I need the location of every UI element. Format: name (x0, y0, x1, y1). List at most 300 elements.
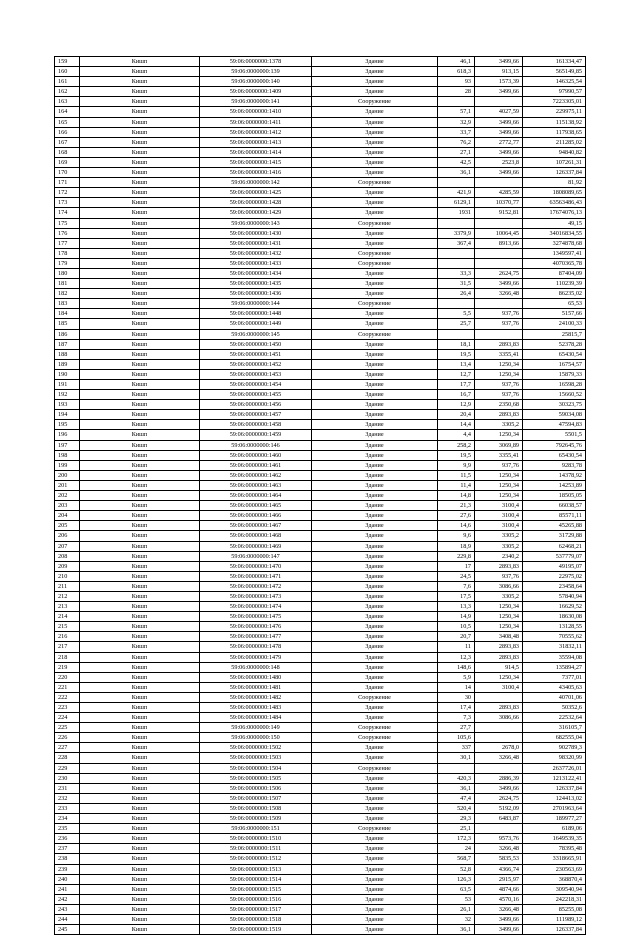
table-row (55, 874, 586, 884)
area-cell: 32 (438, 914, 475, 924)
area-cell: 25,1 (438, 824, 475, 834)
row-number-cell: 226 (55, 733, 80, 743)
row-number-cell: 243 (55, 904, 80, 914)
row-number-cell: 159 (55, 57, 80, 67)
unit-value-cell: 3305,2 (475, 541, 523, 551)
table-row (55, 208, 586, 218)
row-number-cell: 234 (55, 814, 80, 824)
table-row (55, 289, 586, 299)
row-number-cell: 208 (55, 551, 80, 561)
table-row (55, 632, 586, 642)
table-row (55, 460, 586, 470)
table-row (55, 67, 586, 77)
cadastral-value-cell: 230563,69 (523, 864, 586, 874)
unit-value-cell: 937,76 (475, 319, 523, 329)
area-cell (438, 178, 475, 188)
row-number-cell: 178 (55, 248, 80, 258)
cadastral-number-cell: 59:06:0000000:1470 (200, 561, 312, 571)
row-number-cell: 206 (55, 531, 80, 541)
unit-value-cell: 2915,97 (475, 874, 523, 884)
locality-cell: Кишп (80, 612, 200, 622)
row-number-cell: 235 (55, 824, 80, 834)
object-type-cell: Здание (312, 470, 438, 480)
table-row (55, 77, 586, 87)
locality-cell: Кишп (80, 602, 200, 612)
object-type-cell: Здание (312, 652, 438, 662)
table-row (55, 612, 586, 622)
table-row (55, 147, 586, 157)
table-row (55, 400, 586, 410)
table-row (55, 178, 586, 188)
table-row (55, 268, 586, 278)
row-number-cell: 160 (55, 67, 80, 77)
cadastral-number-cell: 59:06:0000000:1459 (200, 430, 312, 440)
cadastral-value-cell: 17674076,13 (523, 208, 586, 218)
row-number-cell: 204 (55, 511, 80, 521)
locality-cell: Кишп (80, 440, 200, 450)
cadastral-value-cell: 316105,7 (523, 723, 586, 733)
unit-value-cell: 1250,34 (475, 672, 523, 682)
cadastral-value-cell: 16598,28 (523, 380, 586, 390)
unit-value-cell: 937,76 (475, 309, 523, 319)
cadastral-number-cell: 59:06:0000000:1478 (200, 642, 312, 652)
locality-cell: Кишп (80, 248, 200, 258)
area-cell: 367,4 (438, 238, 475, 248)
row-number-cell: 229 (55, 763, 80, 773)
cadastral-number-cell: 59:06:0000000:1378 (200, 57, 312, 67)
object-type-cell: Здание (312, 450, 438, 460)
unit-value-cell: 3305,2 (475, 420, 523, 430)
row-number-cell: 169 (55, 157, 80, 167)
unit-value-cell: 3499,66 (475, 168, 523, 178)
locality-cell: Кишп (80, 400, 200, 410)
area-cell: 3379,9 (438, 228, 475, 238)
cadastral-number-cell: 59:06:0000000:1453 (200, 369, 312, 379)
area-cell: 20,4 (438, 410, 475, 420)
object-type-cell: Здание (312, 602, 438, 612)
locality-cell: Кишп (80, 258, 200, 268)
locality-cell: Кишп (80, 864, 200, 874)
unit-value-cell (475, 248, 523, 258)
row-number-cell: 201 (55, 480, 80, 490)
cadastral-number-cell: 59:06:0000000:1504 (200, 763, 312, 773)
locality-cell: Кишп (80, 390, 200, 400)
table-row (55, 753, 586, 763)
row-number-cell: 205 (55, 521, 80, 531)
cadastral-value-cell: 34016834,55 (523, 228, 586, 238)
cadastral-number-cell: 59:06:0000000:143 (200, 218, 312, 228)
cadastral-number-cell: 59:06:0000000:1430 (200, 228, 312, 238)
object-type-cell: Сооружение (312, 733, 438, 743)
object-type-cell: Здание (312, 188, 438, 198)
unit-value-cell: 3499,66 (475, 279, 523, 289)
row-number-cell: 165 (55, 117, 80, 127)
row-number-cell: 223 (55, 703, 80, 713)
table-row (55, 904, 586, 914)
row-number-cell: 193 (55, 400, 80, 410)
cadastral-value-cell: 2637726,01 (523, 763, 586, 773)
area-cell: 27,7 (438, 723, 475, 733)
row-number-cell: 181 (55, 279, 80, 289)
cadastral-value-cell: 35594,08 (523, 652, 586, 662)
locality-cell: Кишп (80, 561, 200, 571)
area-cell: 33,3 (438, 268, 475, 278)
area-cell: 36,1 (438, 925, 475, 935)
cadastral-value-cell: 161334,47 (523, 57, 586, 67)
table-row (55, 652, 586, 662)
cadastral-value-cell: 13128,55 (523, 622, 586, 632)
area-cell: 421,9 (438, 188, 475, 198)
object-type-cell: Здание (312, 622, 438, 632)
object-type-cell: Сооружение (312, 329, 438, 339)
area-cell: 12,9 (438, 400, 475, 410)
object-type-cell: Сооружение (312, 299, 438, 309)
area-cell: 14,4 (438, 420, 475, 430)
table-row (55, 834, 586, 844)
unit-value-cell: 8913,66 (475, 238, 523, 248)
area-cell (438, 763, 475, 773)
table-row (55, 279, 586, 289)
cadastral-value-cell: 18630,08 (523, 612, 586, 622)
table-row (55, 299, 586, 309)
cadastral-value-cell: 43405,63 (523, 682, 586, 692)
object-type-cell: Здание (312, 682, 438, 692)
unit-value-cell (475, 258, 523, 268)
table-row (55, 894, 586, 904)
cadastral-value-cell: 792645,76 (523, 440, 586, 450)
area-cell: 5,5 (438, 309, 475, 319)
object-type-cell: Здание (312, 914, 438, 924)
cadastral-value-cell: 135894,27 (523, 662, 586, 672)
cadastral-value-cell: 16754,57 (523, 359, 586, 369)
locality-cell: Кишп (80, 420, 200, 430)
locality-cell: Кишп (80, 97, 200, 107)
cadastral-value-cell: 70555,62 (523, 632, 586, 642)
table-row (55, 571, 586, 581)
cadastral-number-cell: 59:06:0000000:1431 (200, 238, 312, 248)
locality-cell: Кишп (80, 491, 200, 501)
unit-value-cell: 2893,83 (475, 339, 523, 349)
cadastral-value-cell: 229975,11 (523, 107, 586, 117)
cadastral-number-cell: 59:06:0000000:1469 (200, 541, 312, 551)
locality-cell: Кишп (80, 753, 200, 763)
unit-value-cell: 2893,83 (475, 561, 523, 571)
cadastral-value-cell: 146325,54 (523, 77, 586, 87)
locality-cell: Кишп (80, 662, 200, 672)
unit-value-cell: 937,76 (475, 390, 523, 400)
cadastral-value-cell: 3274878,68 (523, 238, 586, 248)
locality-cell: Кишп (80, 723, 200, 733)
cadastral-number-cell: 59:06:0000000:1414 (200, 147, 312, 157)
cadastral-value-cell: 52378,28 (523, 339, 586, 349)
table-row (55, 581, 586, 591)
unit-value-cell: 2893,83 (475, 410, 523, 420)
table-row (55, 309, 586, 319)
area-cell (438, 329, 475, 339)
cadastral-value-cell: 3318665,91 (523, 854, 586, 864)
area-cell: 42,5 (438, 157, 475, 167)
row-number-cell: 222 (55, 692, 80, 702)
cadastral-value-cell: 15660,52 (523, 390, 586, 400)
unit-value-cell: 937,76 (475, 571, 523, 581)
row-number-cell: 199 (55, 460, 80, 470)
area-cell: 26,4 (438, 289, 475, 299)
unit-value-cell: 4285,59 (475, 188, 523, 198)
locality-cell: Кишп (80, 178, 200, 188)
cadastral-number-cell: 59:06:0000000:1455 (200, 390, 312, 400)
area-cell: 26,1 (438, 904, 475, 914)
object-type-cell: Здание (312, 551, 438, 561)
cadastral-value-cell: 1213122,41 (523, 773, 586, 783)
object-type-cell: Здание (312, 208, 438, 218)
cadastral-value-cell: 45265,88 (523, 521, 586, 531)
unit-value-cell: 5192,09 (475, 803, 523, 813)
cadastral-number-cell: 59:06:0000000:1461 (200, 460, 312, 470)
table-row (55, 480, 586, 490)
cadastral-number-cell: 59:06:0000000:1458 (200, 420, 312, 430)
row-number-cell: 225 (55, 723, 80, 733)
area-cell: 5,9 (438, 672, 475, 682)
cadastral-number-cell: 59:06:0000000:1514 (200, 874, 312, 884)
locality-cell: Кишп (80, 591, 200, 601)
object-type-cell: Здание (312, 268, 438, 278)
row-number-cell: 230 (55, 773, 80, 783)
object-type-cell: Здание (312, 390, 438, 400)
unit-value-cell: 3100,4 (475, 682, 523, 692)
cadastral-value-cell: 65430,54 (523, 450, 586, 460)
area-cell: 568,7 (438, 854, 475, 864)
unit-value-cell: 2886,39 (475, 773, 523, 783)
table-row (55, 258, 586, 268)
table-row (55, 420, 586, 430)
area-cell: 25,7 (438, 319, 475, 329)
area-cell: 47,4 (438, 793, 475, 803)
area-cell: 18,9 (438, 541, 475, 551)
object-type-cell: Здание (312, 703, 438, 713)
area-cell: 27,1 (438, 147, 475, 157)
unit-value-cell (475, 824, 523, 834)
area-cell: 12,7 (438, 369, 475, 379)
cadastral-number-cell: 59:06:0000000:145 (200, 329, 312, 339)
row-number-cell: 202 (55, 491, 80, 501)
row-number-cell: 228 (55, 753, 80, 763)
table-row (55, 248, 586, 258)
row-number-cell: 240 (55, 874, 80, 884)
unit-value-cell: 3305,2 (475, 531, 523, 541)
area-cell: 19,5 (438, 450, 475, 460)
cadastral-number-cell: 59:06:0000000:1474 (200, 602, 312, 612)
object-type-cell: Сооружение (312, 248, 438, 258)
unit-value-cell: 3499,66 (475, 127, 523, 137)
locality-cell: Кишп (80, 157, 200, 167)
cadastral-value-cell: 368870,4 (523, 874, 586, 884)
cadastral-value-cell: 40701,06 (523, 692, 586, 702)
row-number-cell: 182 (55, 289, 80, 299)
area-cell: 258,2 (438, 440, 475, 450)
unit-value-cell: 4570,16 (475, 894, 523, 904)
cadastral-number-cell: 59:06:0000000:1468 (200, 531, 312, 541)
table-row (55, 319, 586, 329)
unit-value-cell: 913,15 (475, 67, 523, 77)
object-type-cell: Сооружение (312, 218, 438, 228)
object-type-cell: Здание (312, 359, 438, 369)
row-number-cell: 236 (55, 834, 80, 844)
cadastral-number-cell: 59:06:0000000:147 (200, 551, 312, 561)
locality-cell: Кишп (80, 501, 200, 511)
row-number-cell: 168 (55, 147, 80, 157)
unit-value-cell: 1250,34 (475, 430, 523, 440)
object-type-cell: Здание (312, 369, 438, 379)
unit-value-cell: 3266,48 (475, 289, 523, 299)
locality-cell: Кишп (80, 814, 200, 824)
unit-value-cell: 1250,34 (475, 369, 523, 379)
unit-value-cell: 3100,4 (475, 501, 523, 511)
object-type-cell: Здание (312, 864, 438, 874)
row-number-cell: 179 (55, 258, 80, 268)
area-cell: 24,5 (438, 571, 475, 581)
locality-cell: Кишп (80, 571, 200, 581)
cadastral-value-cell: 14378,92 (523, 470, 586, 480)
locality-cell: Кишп (80, 168, 200, 178)
table-row (55, 591, 586, 601)
cadastral-value-cell: 5157,66 (523, 309, 586, 319)
locality-cell: Кишп (80, 672, 200, 682)
table-row (55, 521, 586, 531)
table-row (55, 703, 586, 713)
cadastral-number-cell: 59:06:0000000:1508 (200, 803, 312, 813)
cadastral-number-cell: 59:06:0000000:1449 (200, 319, 312, 329)
cadastral-number-cell: 59:06:0000000:1465 (200, 501, 312, 511)
cadastral-value-cell: 4070365,78 (523, 258, 586, 268)
object-type-cell: Здание (312, 480, 438, 490)
unit-value-cell (475, 178, 523, 188)
locality-cell: Кишп (80, 198, 200, 208)
cadastral-number-cell: 59:06:0000000:1483 (200, 703, 312, 713)
row-number-cell: 173 (55, 198, 80, 208)
table-row (55, 783, 586, 793)
area-cell: 12,3 (438, 652, 475, 662)
cadastral-number-cell: 59:06:0000000:1481 (200, 682, 312, 692)
table-row (55, 369, 586, 379)
row-number-cell: 237 (55, 844, 80, 854)
cadastral-value-cell: 117938,65 (523, 127, 586, 137)
row-number-cell: 170 (55, 168, 80, 178)
cadastral-number-cell: 59:06:0000000:1413 (200, 137, 312, 147)
row-number-cell: 218 (55, 652, 80, 662)
unit-value-cell: 4027,59 (475, 107, 523, 117)
unit-value-cell (475, 299, 523, 309)
area-cell: 4,4 (438, 430, 475, 440)
table-row (55, 339, 586, 349)
table-row (55, 380, 586, 390)
cadastral-value-cell: 22532,64 (523, 713, 586, 723)
area-cell: 21,3 (438, 501, 475, 511)
unit-value-cell: 2893,83 (475, 703, 523, 713)
locality-cell: Кишп (80, 521, 200, 531)
unit-value-cell: 2523,8 (475, 157, 523, 167)
locality-cell: Кишп (80, 541, 200, 551)
table-row (55, 531, 586, 541)
locality-cell: Кишп (80, 874, 200, 884)
object-type-cell: Здание (312, 107, 438, 117)
row-number-cell: 207 (55, 541, 80, 551)
area-cell: 53 (438, 894, 475, 904)
unit-value-cell: 3499,66 (475, 57, 523, 67)
unit-value-cell: 3355,41 (475, 450, 523, 460)
object-type-cell: Здание (312, 642, 438, 652)
table-row (55, 97, 586, 107)
row-number-cell: 242 (55, 894, 80, 904)
object-type-cell: Сооружение (312, 692, 438, 702)
unit-value-cell: 9152,81 (475, 208, 523, 218)
cadastral-number-cell: 59:06:0000000:1515 (200, 884, 312, 894)
locality-cell: Кишп (80, 925, 200, 935)
object-type-cell: Здание (312, 339, 438, 349)
locality-cell: Кишп (80, 349, 200, 359)
area-cell: 17,7 (438, 380, 475, 390)
table-row (55, 450, 586, 460)
row-number-cell: 213 (55, 602, 80, 612)
locality-cell: Кишп (80, 228, 200, 238)
cadastral-number-cell: 59:06:0000000:144 (200, 299, 312, 309)
unit-value-cell: 3266,48 (475, 844, 523, 854)
cadastral-value-cell: 126337,84 (523, 925, 586, 935)
table-row (55, 410, 586, 420)
cadastral-number-cell: 59:06:0000000:1506 (200, 783, 312, 793)
locality-cell: Кишп (80, 268, 200, 278)
object-type-cell: Здание (312, 894, 438, 904)
unit-value-cell: 3086,66 (475, 581, 523, 591)
cadastral-value-cell: 115138,92 (523, 117, 586, 127)
area-cell: 7,6 (438, 581, 475, 591)
cadastral-number-cell: 59:06:0000000:1479 (200, 652, 312, 662)
cadastral-number-cell: 59:06:0000000:141 (200, 97, 312, 107)
cadastral-number-cell: 59:06:0000000:149 (200, 723, 312, 733)
object-type-cell: Здание (312, 400, 438, 410)
area-cell: 16,7 (438, 390, 475, 400)
cadastral-value-cell: 49195,07 (523, 561, 586, 571)
object-type-cell: Здание (312, 874, 438, 884)
table-row (55, 864, 586, 874)
area-cell: 148,6 (438, 662, 475, 672)
table-row (55, 511, 586, 521)
cadastral-number-cell: 59:06:0000000:1502 (200, 743, 312, 753)
area-cell: 420,3 (438, 773, 475, 783)
table-row (55, 824, 586, 834)
object-type-cell: Здание (312, 531, 438, 541)
table-row (55, 743, 586, 753)
row-number-cell: 174 (55, 208, 80, 218)
locality-cell: Кишп (80, 914, 200, 924)
object-type-cell: Здание (312, 117, 438, 127)
cadastral-value-cell: 86235,02 (523, 289, 586, 299)
cadastral-value-cell: 63563486,43 (523, 198, 586, 208)
unit-value-cell: 3355,41 (475, 349, 523, 359)
table-row (55, 602, 586, 612)
unit-value-cell: 1573,39 (475, 77, 523, 87)
object-type-cell: Здание (312, 147, 438, 157)
locality-cell: Кишп (80, 470, 200, 480)
object-type-cell: Здание (312, 309, 438, 319)
cadastral-number-cell: 59:06:0000000:1507 (200, 793, 312, 803)
cadastral-value-cell: 66038,57 (523, 501, 586, 511)
object-type-cell: Здание (312, 420, 438, 430)
locality-cell: Кишп (80, 57, 200, 67)
object-type-cell: Здание (312, 753, 438, 763)
object-type-cell: Здание (312, 925, 438, 935)
cadastral-value-cell: 565149,85 (523, 67, 586, 77)
unit-value-cell: 3499,66 (475, 147, 523, 157)
